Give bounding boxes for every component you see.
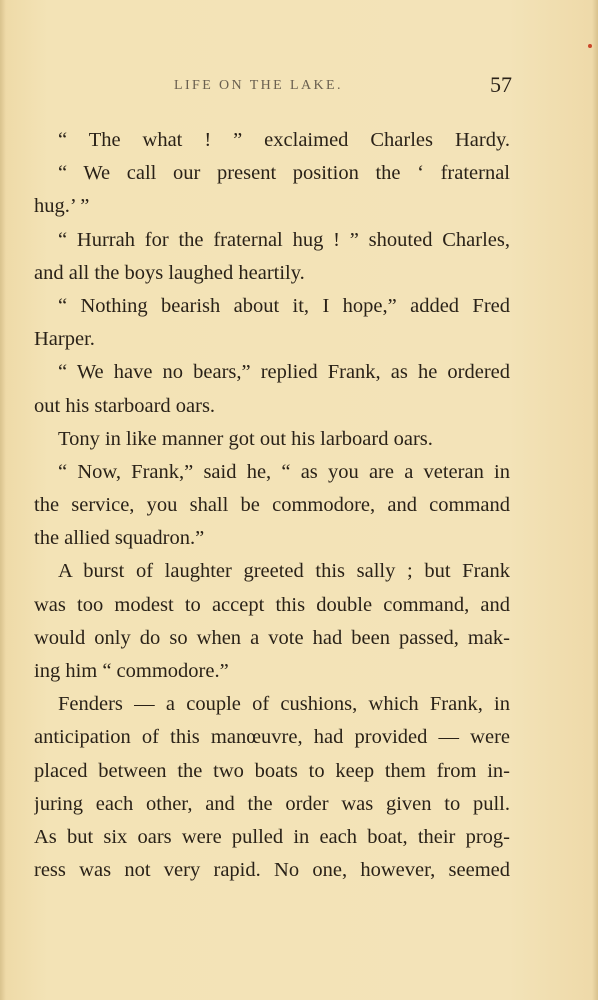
- text-line: “ Hurrah for the fraternal hug ! ” shouted Charles,: [58, 228, 510, 251]
- text-line: “ Now, Frank,” said he, “ as you are a veteran in: [58, 460, 510, 483]
- running-head: [34, 72, 510, 100]
- body-text: [34, 124, 510, 887]
- text-line: the allied squadron.”: [34, 527, 205, 550]
- text-line: the service, you shall be commodore, and command: [34, 494, 510, 517]
- text-line: anticipation of this manœuvre, had provided — were: [34, 726, 510, 749]
- text-line: ress was not very rapid. No one, however, seemed: [34, 859, 510, 882]
- text-line: “ Nothing bearish about it, I hope,” added Fred: [58, 294, 510, 317]
- running-title: LIFE ON THE LAKE.: [174, 78, 343, 93]
- ink-speck: [588, 44, 592, 48]
- text-line: Fenders — a couple of cushions, which Frank, in: [58, 693, 510, 716]
- text-line: As but six oars were pulled in each boat, their prog-: [34, 825, 510, 848]
- text-line: and all the boys laughed heartily.: [34, 261, 305, 284]
- text-line: Tony in like manner got out his larboard oars.: [58, 427, 433, 450]
- page-edge-right: [592, 0, 598, 1000]
- text-line: was too modest to accept this double command, and: [34, 593, 510, 616]
- text-line: hug.’ ”: [34, 195, 90, 218]
- page-number: 57: [490, 72, 512, 97]
- text-line: would only do so when a vote had been passed, mak-: [34, 626, 510, 649]
- text-line: out his starboard oars.: [34, 394, 216, 417]
- text-line: “ We have no bears,” replied Frank, as he ordered: [58, 361, 510, 384]
- text-line: “ We call our present position the ‘ fraternal: [58, 162, 510, 185]
- text-line: “ The what ! ” exclaimed Charles Hardy.: [58, 129, 510, 151]
- text-line: Harper.: [34, 328, 95, 351]
- text-line: placed between the two boats to keep them from in-: [34, 759, 510, 782]
- text-line: ing him “ commodore.”: [34, 660, 229, 682]
- text-line: A burst of laughter greeted this sally ; but Frank: [58, 560, 510, 583]
- text-line: juring each other, and the order was given to pull.: [34, 792, 510, 815]
- page-edge-left: [0, 0, 6, 1000]
